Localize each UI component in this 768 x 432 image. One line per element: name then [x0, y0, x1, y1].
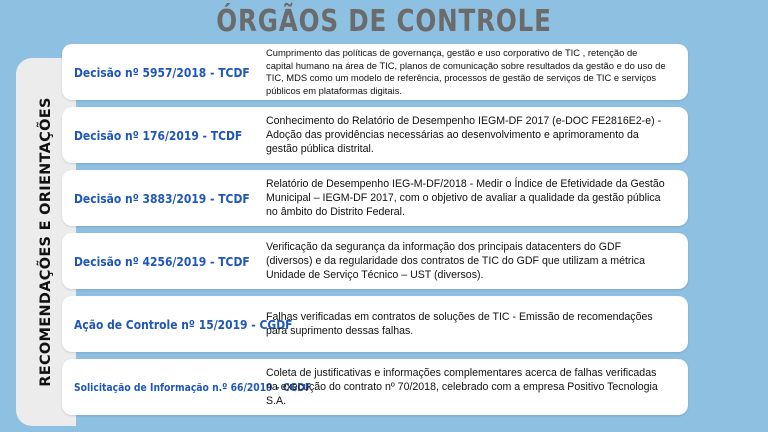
- item-description: Relatório de Desempenho IEG-M-DF/2018 - Medir o Índice de Efetividade da Gestão Municipal – IEGM-DF 2017, com o objetivo de avaliar a qualidade da gestão pública no âmbito do Distrito Federal.: [266, 178, 665, 218]
- item-description: Verificação da segurança da informação dos principais datacenters do GDF (diversos) e da regularidade dos contratos de TIC do GDF que utilizam a métrica Unidade de Serviço Técnico – UST (diversos).: [266, 241, 646, 281]
- item-description: Conhecimento do Relatório de Desempenho IEGM-DF 2017 (e-DOC FE2816E2-e) - Adoção das providências necessárias ao desenvolvimento e aprimoramento da gestão pública distrital.: [266, 115, 662, 155]
- item-description: Cumprimento das políticas de governança, gestão e uso corporativo de TIC , retenção de capital humano na área de TIC, planos de comunicação sobre resultados da gestão e do uso de TIC, MDS como um modelo de referência, processos de gestão de serviços de TIC e serviços públicos em plataformas digitais.: [266, 47, 666, 96]
- item-label: Solicitação de Informação n.º 66/2019 - CGDF: [74, 380, 312, 394]
- item-label: Decisão nº 4256/2019 - TCDF: [74, 253, 250, 269]
- list-item: [62, 170, 688, 226]
- page-title: ÓRGÃOS DE CONTROLE: [216, 4, 552, 39]
- item-description: Falhas verificadas em contratos de soluções de TIC - Emissão de recomendações para suprimento dessas falhas.: [266, 311, 653, 337]
- list-item: [62, 233, 688, 289]
- item-label: Decisão nº 176/2019 - TCDF: [74, 127, 243, 143]
- sidebar-label: RECOMENDAÇÕES E ORIENTAÇÕES: [38, 97, 54, 387]
- item-label: Decisão nº 3883/2019 - TCDF: [74, 190, 250, 206]
- item-label: Decisão nº 5957/2018 - TCDF: [74, 64, 250, 80]
- list-item: [62, 296, 688, 352]
- list-item: [62, 44, 688, 100]
- list-item: [62, 107, 688, 163]
- item-label: Ação de Controle nº 15/2019 - CGDF: [74, 316, 293, 332]
- item-description: Coleta de justificativas e informações complementares acerca de falhas verificadas na execução do contrato nº 70/2018, celebrado com a empresa Positivo Tecnologia S.A.: [266, 367, 658, 407]
- list-item: [62, 359, 688, 415]
